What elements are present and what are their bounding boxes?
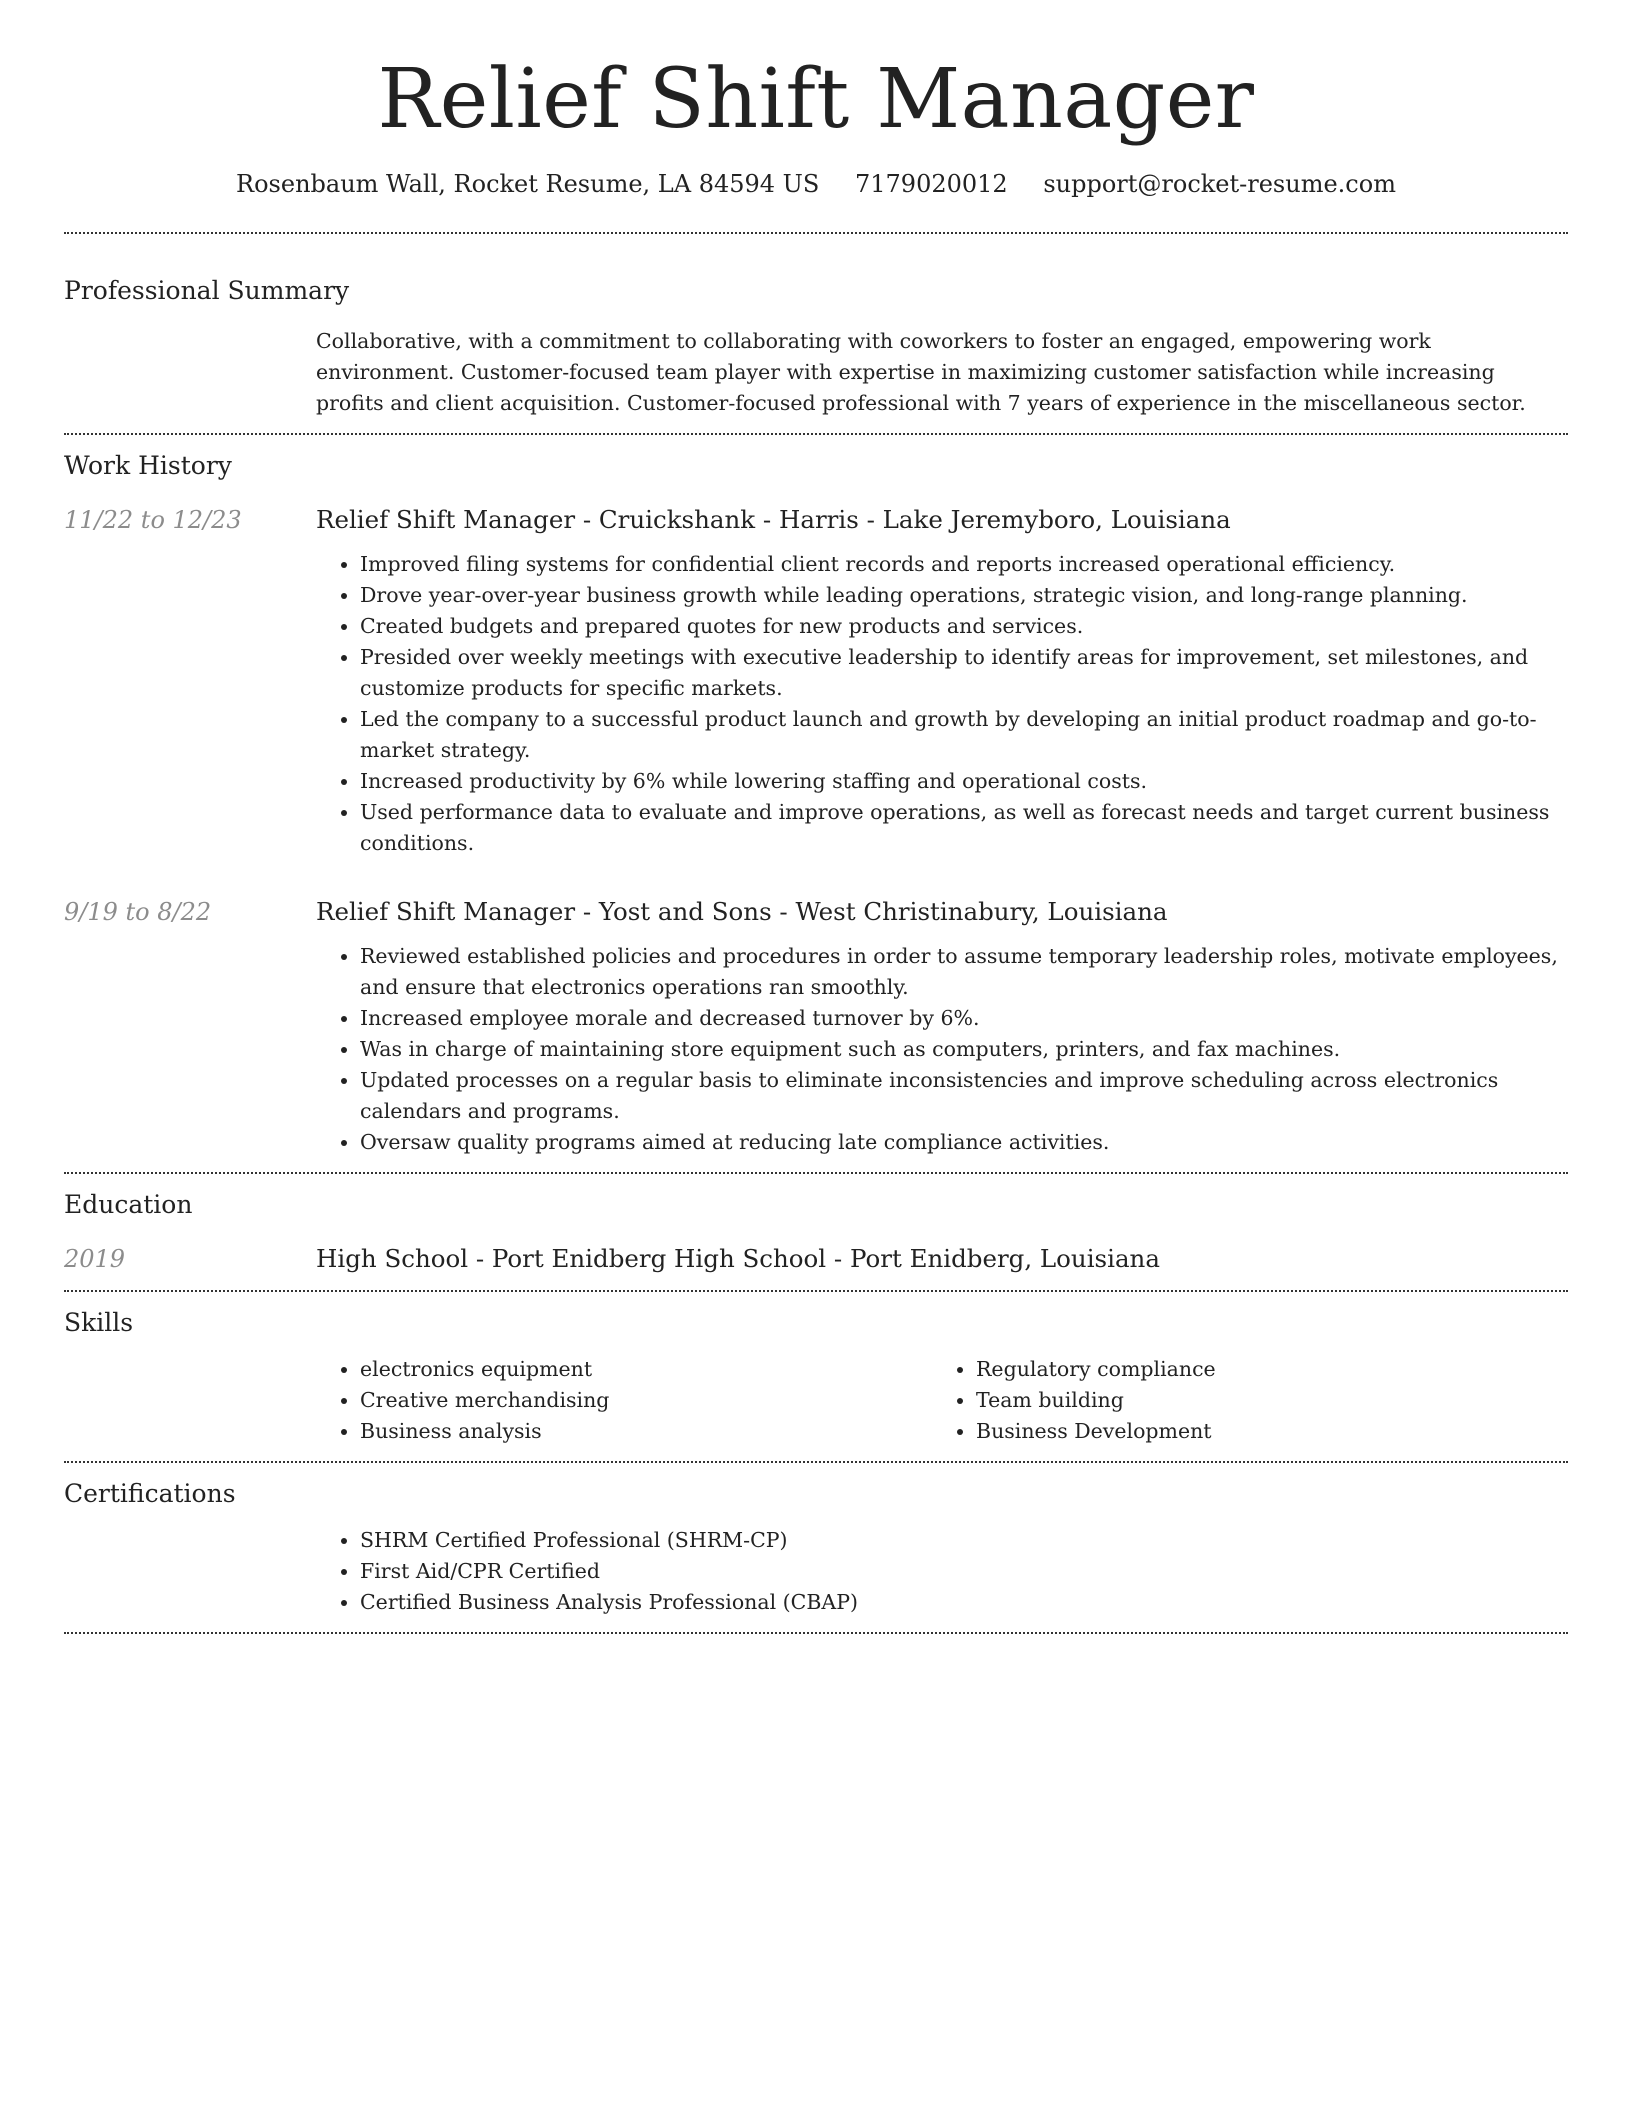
certifications-list [316, 1525, 1568, 1618]
job-dates: 11/22 to 12/23 [64, 506, 242, 534]
education-title: High School - Port Enidberg High School - Port Enidberg, Louisiana [316, 1244, 1160, 1273]
job-title: Relief Shift Manager - Yost and Sons - West Christinabury, Louisiana [316, 897, 1168, 926]
list-item: • Reviewed established policies and procedures in order to assume temporary leadership roles, motivate employees, and ensure that electronics operations ran smoothly. [360, 941, 1568, 1003]
list-item: • Updated processes on a regular basis to eliminate inconsistencies and improve scheduling across electronics calendars and programs. [360, 1065, 1568, 1127]
list-item: • Used performance data to evaluate and improve operations, as well as forecast needs and target current business conditions. [360, 797, 1568, 859]
list-item: • Certified Business Analysis Professional (CBAP) [360, 1587, 1568, 1618]
list-item: • Creative merchandising [360, 1385, 932, 1416]
education-body [316, 1242, 1568, 1276]
skills-list [316, 1354, 932, 1447]
job-dates: 9/19 to 8/22 [64, 898, 212, 926]
skills-column-left [316, 1354, 932, 1447]
contact-line [64, 168, 1568, 200]
list-item: • Led the company to a successful product launch and growth by developing an initial product roadmap and go-to-market strategy. [360, 704, 1568, 766]
skills-columns [316, 1354, 1568, 1447]
list-item: • Team building [976, 1385, 1548, 1416]
contact-phone: 7179020012 [854, 170, 1008, 198]
contact-address: Rosenbaum Wall, Rocket Resume, LA 84594 US [236, 170, 820, 198]
job-entry [64, 895, 1568, 1158]
section-title: Work History [64, 451, 232, 480]
skills-column-right [932, 1354, 1548, 1447]
section-title: Skills [64, 1308, 134, 1337]
section-title: Education [64, 1190, 193, 1219]
section-title: Professional Summary [64, 276, 350, 305]
list-item: • Regulatory compliance [976, 1354, 1548, 1385]
job-title: Relief Shift Manager - Cruickshank - Harris - Lake Jeremyboro, Louisiana [316, 505, 1231, 534]
education-section [64, 1174, 1568, 1290]
list-item: • SHRM Certified Professional (SHRM-CP) [360, 1525, 1568, 1556]
candidate-name: Relief Shift Manager [377, 52, 1255, 147]
job-bullets [316, 549, 1568, 859]
section-title: Certifications [64, 1479, 236, 1508]
list-item: • Business analysis [360, 1416, 932, 1447]
list-item: • Increased productivity by 6% while lowering staffing and operational costs. [360, 766, 1568, 797]
list-item: • Was in charge of maintaining store equipment such as computers, printers, and fax machines. [360, 1034, 1568, 1065]
certifications-section [64, 1463, 1568, 1632]
list-item: • First Aid/CPR Certified [360, 1556, 1568, 1587]
list-item: • electronics equipment [360, 1354, 932, 1385]
list-item: • Business Development [976, 1416, 1548, 1447]
list-item: • Increased employee morale and decreased turnover by 6%. [360, 1003, 1568, 1034]
list-item: • Improved filing systems for confidential client records and reports increased operational efficiency. [360, 549, 1568, 580]
list-item: • Presided over weekly meetings with executive leadership to identify areas for improvement, set milestones, and customize products for specific markets. [360, 642, 1568, 704]
education-year: 2019 [64, 1245, 126, 1273]
job-bullets [316, 941, 1568, 1158]
summary-text: Collaborative, with a commitment to collaborating with coworkers to foster an engaged, empowering work environment. Customer-focused team player with expertise in maximizing customer satisfaction while increasing profits and client acquisition. Customer-focused professional with 7 years of experience in the miscellaneous sector. [316, 329, 1526, 415]
resume-header [64, 0, 1568, 200]
work-history-section [64, 435, 1568, 1172]
job-entry [64, 503, 1568, 859]
education-entry [64, 1242, 1568, 1276]
job-body [316, 895, 1568, 1158]
summary-section [64, 234, 1568, 433]
skills-section [64, 1292, 1568, 1461]
list-item: • Drove year-over-year business growth while leading operations, strategic vision, and long-range planning. [360, 580, 1568, 611]
certifications-wrap [316, 1525, 1568, 1618]
skills-list [932, 1354, 1548, 1447]
divider [64, 1632, 1568, 1634]
job-body [316, 503, 1568, 859]
list-item: • Created budgets and prepared quotes for new products and services. [360, 611, 1568, 642]
list-item: • Oversaw quality programs aimed at reducing late compliance activities. [360, 1127, 1568, 1158]
contact-email[interactable]: support@rocket-resume.com [1043, 170, 1396, 198]
